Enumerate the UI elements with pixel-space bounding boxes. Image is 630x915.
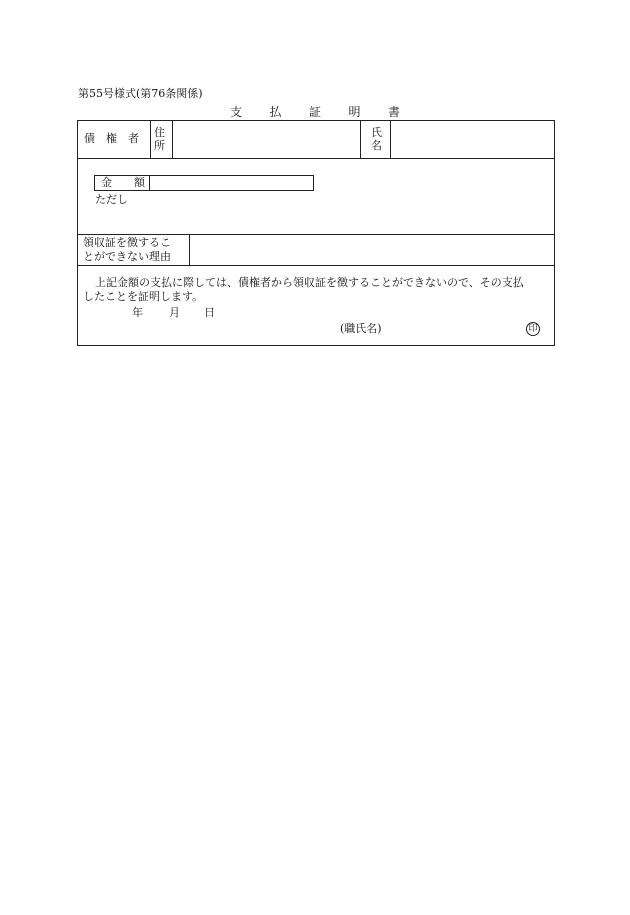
title-char: 支	[230, 105, 243, 119]
document-title	[230, 103, 400, 120]
name-label: 名	[371, 139, 382, 152]
divider	[390, 121, 391, 158]
certification-text: したことを証明します。	[83, 290, 204, 303]
amount-box	[94, 175, 314, 191]
reason-label: とができない理由	[83, 250, 171, 263]
address-label: 住	[154, 126, 165, 139]
certificate-form	[77, 120, 555, 346]
title-char: 証	[308, 105, 321, 119]
title-char: 払	[269, 105, 282, 119]
row-divider	[78, 265, 554, 266]
date-year-label: 年	[132, 306, 143, 319]
divider	[189, 234, 190, 265]
seal-mark: 印	[526, 322, 540, 336]
official-label: (職氏名)	[340, 322, 382, 335]
proviso-label: ただし	[95, 193, 128, 206]
divider	[149, 176, 150, 190]
divider	[150, 121, 151, 158]
form-number: 第55号様式(第76条関係)	[78, 87, 203, 100]
divider	[360, 121, 361, 158]
title-char: 明	[348, 105, 361, 119]
reason-label: 領収証を徴するこ	[83, 236, 171, 249]
address-label: 所	[154, 139, 165, 152]
creditor-label: 債 権 者	[84, 132, 139, 145]
row-divider	[78, 158, 554, 159]
amount-label: 金 額	[101, 176, 145, 189]
divider	[172, 121, 173, 158]
name-label: 氏	[371, 126, 382, 139]
certification-text: 上記金額の支払に際しては、債権者から領収証を徴することができないので、その支払	[95, 276, 524, 289]
title-char: 書	[387, 105, 400, 119]
date-day-label: 日	[204, 306, 215, 319]
date-month-label: 月	[169, 306, 180, 319]
row-divider	[78, 234, 554, 235]
